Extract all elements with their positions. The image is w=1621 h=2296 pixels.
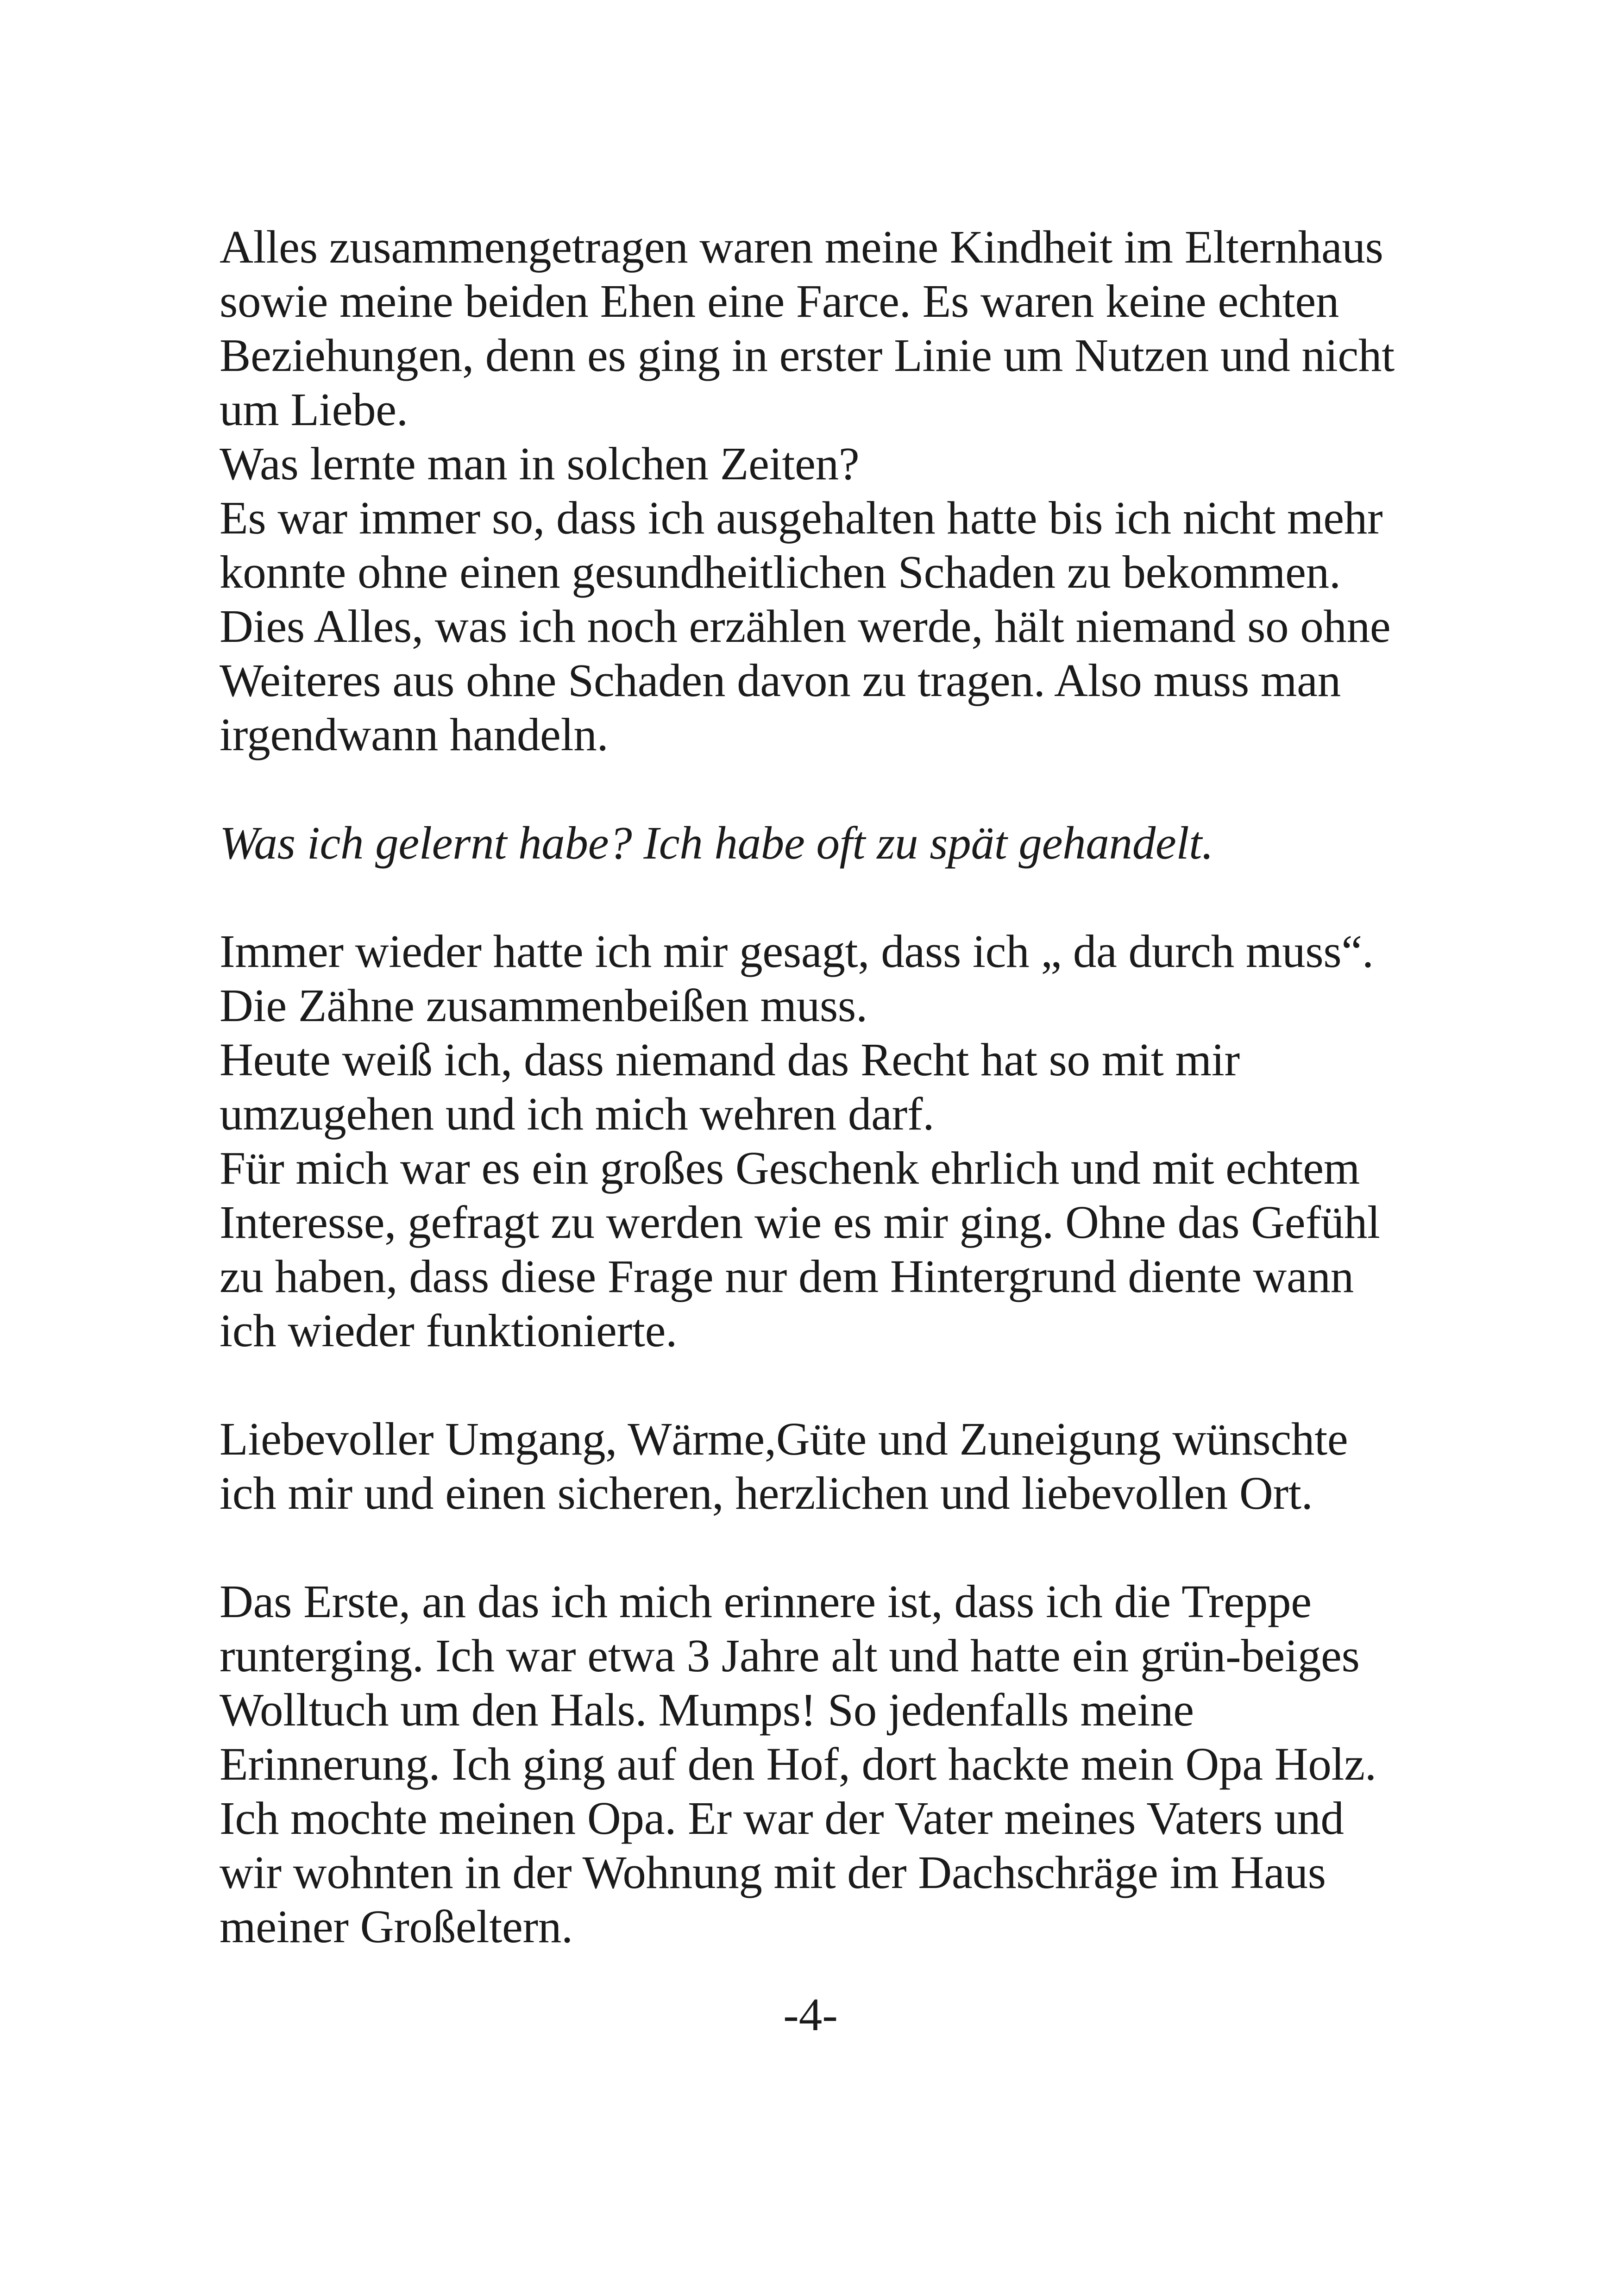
text-line: Liebevoller Umgang, Wärme,Güte und Zuneigung wünschte	[220, 1413, 1348, 1465]
paragraph-spacer	[220, 870, 1414, 924]
page-body	[220, 220, 1414, 1954]
text-line: Dies Alles, was ich noch erzählen werde, hält niemand so ohne	[220, 600, 1391, 652]
text-line: meiner Großeltern.	[220, 1901, 573, 1952]
text-line: Erinnerung. Ich ging auf den Hof, dort hackte mein Opa Holz.	[220, 1738, 1376, 1790]
text-line: umzugehen und ich mich wehren darf.	[220, 1088, 935, 1140]
italic-text-line: Was ich gelernt habe? Ich habe oft zu spät gehandelt.	[220, 817, 1213, 869]
paragraph-3	[220, 924, 1414, 1358]
text-line: Es war immer so, dass ich ausgehalten hatte bis ich nicht mehr	[220, 492, 1383, 544]
text-line: sowie meine beiden Ehen eine Farce. Es waren keine echten	[220, 275, 1339, 327]
paragraph-4	[220, 1412, 1414, 1520]
paragraph-spacer	[220, 1358, 1414, 1412]
paragraph-2-italic	[220, 816, 1414, 870]
paragraph-spacer	[220, 1520, 1414, 1575]
page-number: -4-	[783, 1989, 838, 2040]
text-line: ich mir und einen sicheren, herzlichen und liebevollen Ort.	[220, 1467, 1313, 1519]
text-line: Wolltuch um den Hals. Mumps! So jedenfalls meine	[220, 1684, 1194, 1736]
text-line: Beziehungen, denn es ging in erster Linie um Nutzen und nicht	[220, 329, 1395, 381]
text-line: um Liebe.	[220, 383, 408, 435]
text-line: zu haben, dass diese Frage nur dem Hintergrund diente wann	[220, 1250, 1354, 1302]
paragraph-5	[220, 1575, 1414, 1954]
text-line: irgendwann handeln.	[220, 709, 609, 760]
text-line: Für mich war es ein großes Geschenk ehrlich und mit echtem	[220, 1142, 1360, 1194]
text-line: wir wohnten in der Wohnung mit der Dachschräge im Haus	[220, 1846, 1326, 1898]
paragraph-spacer	[220, 762, 1414, 816]
text-line: runterging. Ich war etwa 3 Jahre alt und hatte ein grün-beiges	[220, 1630, 1360, 1681]
text-line: Die Zähne zusammenbeißen muss.	[220, 979, 867, 1031]
text-line: Was lernte man in solchen Zeiten?	[220, 438, 860, 489]
text-line: Ich mochte meinen Opa. Er war der Vater meines Vaters und	[220, 1792, 1344, 1844]
text-line: Interesse, gefragt zu werden wie es mir ging. Ohne das Gefühl	[220, 1196, 1380, 1248]
paragraph-1	[220, 220, 1414, 762]
text-line: ich wieder funktionierte.	[220, 1305, 678, 1356]
text-line: Weiteres aus ohne Schaden davon zu tragen. Also muss man	[220, 654, 1341, 706]
text-line: Heute weiß ich, dass niemand das Recht hat so mit mir	[220, 1034, 1240, 1085]
text-line: Das Erste, an das ich mich erinnere ist, dass ich die Treppe	[220, 1575, 1312, 1627]
text-line: Alles zusammengetragen waren meine Kindheit im Elternhaus	[220, 221, 1383, 273]
text-line: Immer wieder hatte ich mir gesagt, dass ich „ da durch muss“.	[220, 925, 1374, 977]
text-line: konnte ohne einen gesundheitlichen Schaden zu bekommen.	[220, 546, 1341, 598]
